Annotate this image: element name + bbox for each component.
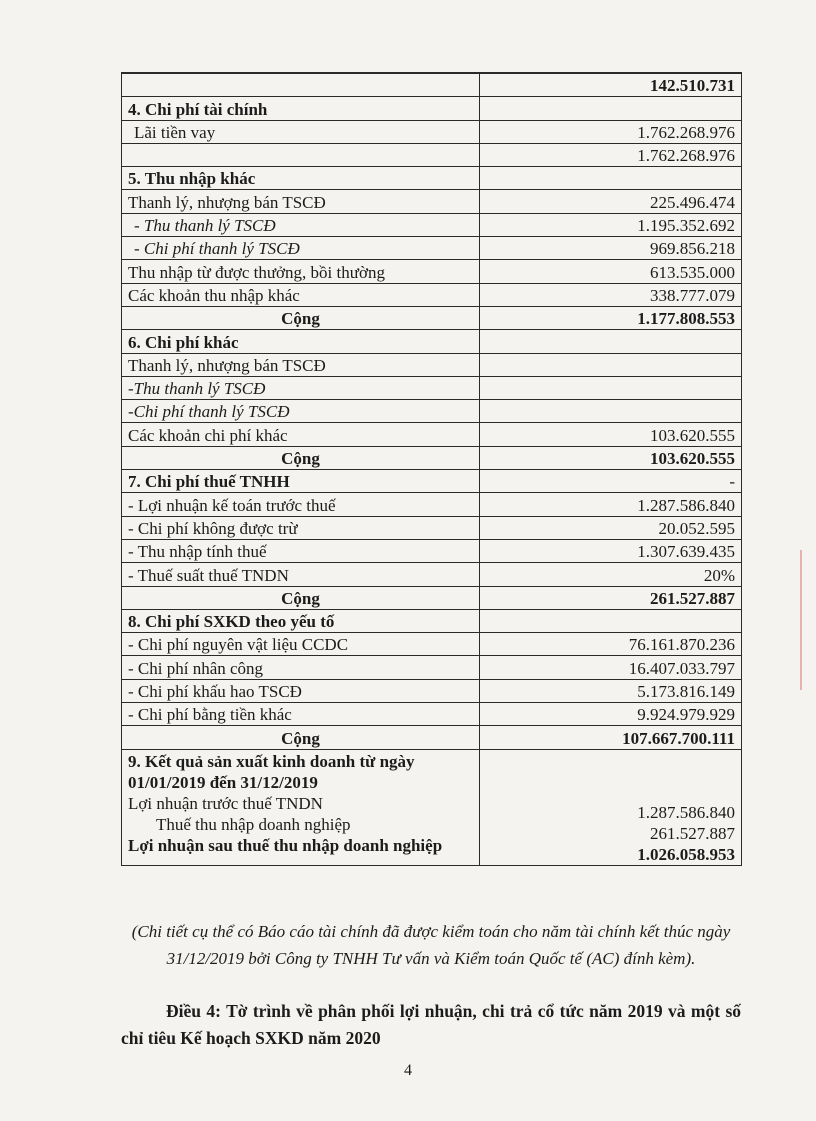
row-value: 16.407.033.797: [480, 656, 742, 679]
table-row: [122, 167, 742, 190]
row-value: 225.496.474: [480, 190, 742, 213]
table-row: [122, 726, 742, 749]
table-row: [122, 539, 742, 562]
table-row: [122, 213, 742, 236]
row-value: 142.510.731: [480, 73, 742, 97]
row-value: 969.856.218: [480, 237, 742, 260]
section9-body: [122, 749, 742, 865]
table-row: [122, 120, 742, 143]
row-value: [480, 167, 742, 190]
row-label: - Chi phí nhân công: [122, 656, 480, 679]
row-value: 1.762.268.976: [480, 120, 742, 143]
audit-note: (Chi tiết cụ thể có Báo cáo tài chính đã được kiểm toán cho năm tài chính kết thúc ngày 31/12/2019 bởi Công ty TNHH Tư vấn và Kiểm toán Quốc tế (AC) đính kèm).: [131, 922, 731, 968]
row-value: 107.667.700.111: [480, 726, 742, 749]
table-row: [122, 586, 742, 609]
row-label: 7. Chi phí thuế TNHH: [122, 470, 480, 493]
row-value: -: [480, 470, 742, 493]
financial-table: [121, 72, 742, 866]
row-label: Các khoản thu nhập khác: [122, 283, 480, 306]
row-value: 261.527.887: [480, 586, 742, 609]
section9-label-cell: [122, 749, 480, 865]
table-row: [122, 237, 742, 260]
red-stamp-edge: [800, 550, 816, 690]
row-value: 103.620.555: [480, 446, 742, 469]
row-value: 76.161.870.236: [480, 633, 742, 656]
table-row: [122, 306, 742, 329]
table-row: [122, 516, 742, 539]
profit-after-tax-value: 1.026.058.953: [637, 844, 735, 864]
table-row: [122, 633, 742, 656]
table-row: [122, 376, 742, 399]
table-row: [122, 656, 742, 679]
table-row: [122, 353, 742, 376]
cit-label: Thuế thu nhập doanh nghiệp: [156, 814, 351, 834]
row-label: - Chi phí thanh lý TSCĐ: [122, 237, 480, 260]
row-value: 9.924.979.929: [480, 703, 742, 726]
row-label: Thanh lý, nhượng bán TSCĐ: [122, 190, 480, 213]
table-row: [122, 703, 742, 726]
row-value: 1.195.352.692: [480, 213, 742, 236]
row-value: [480, 353, 742, 376]
row-label: -Thu thanh lý TSCĐ: [122, 376, 480, 399]
table-row: [122, 446, 742, 469]
row-label: Cộng: [122, 306, 480, 329]
row-value: 20.052.595: [480, 516, 742, 539]
row-label: Cộng: [122, 586, 480, 609]
financial-table-body: [122, 73, 742, 749]
profit-after-tax-label: Lợi nhuận sau thuế thu nhập doanh nghiệp: [128, 835, 443, 855]
table-row: [122, 609, 742, 632]
row-label: [122, 73, 480, 97]
row-value: [480, 400, 742, 423]
table-row: [122, 493, 742, 516]
row-value: 613.535.000: [480, 260, 742, 283]
row-value: 338.777.079: [480, 283, 742, 306]
row-label: - Chi phí bằng tiền khác: [122, 703, 480, 726]
row-label: - Thuế suất thuế TNDN: [122, 563, 480, 586]
table-row: [122, 143, 742, 166]
row-value: 20%: [480, 563, 742, 586]
row-value: 1.287.586.840: [480, 493, 742, 516]
row-label: - Chi phí nguyên vật liệu CCDC: [122, 633, 480, 656]
row-label: 4. Chi phí tài chính: [122, 97, 480, 120]
row-label: Thanh lý, nhượng bán TSCĐ: [122, 353, 480, 376]
row-value: [480, 330, 742, 353]
row-value: 1.177.808.553: [480, 306, 742, 329]
row-value: [480, 97, 742, 120]
row-label: Các khoản chi phí khác: [122, 423, 480, 446]
profit-before-tax-value: 1.287.586.840: [637, 802, 735, 822]
row-label: 5. Thu nhập khác: [122, 167, 480, 190]
row-label: Lãi tiền vay: [122, 120, 480, 143]
row-label: - Chi phí không được trừ: [122, 516, 480, 539]
row-label: - Lợi nhuận kế toán trước thuế: [122, 493, 480, 516]
row-label: Cộng: [122, 446, 480, 469]
table-row: [122, 423, 742, 446]
table-row: [122, 260, 742, 283]
table-row: [122, 400, 742, 423]
row-label: - Chi phí khấu hao TSCĐ: [122, 679, 480, 702]
table-row: [122, 470, 742, 493]
row-label: 8. Chi phí SXKD theo yếu tố: [122, 609, 480, 632]
table-row: [122, 283, 742, 306]
table-row: [122, 97, 742, 120]
row-label: Thu nhập từ được thưởng, bồi thường: [122, 260, 480, 283]
row-value: [480, 609, 742, 632]
section9-value-cell: [480, 749, 742, 865]
row-label: Cộng: [122, 726, 480, 749]
table-row: [122, 190, 742, 213]
article-heading: Điều 4: Tờ trình về phân phối lợi nhuận, chi trả cổ tức năm 2019 và một số chỉ tiêu Kế hoạch SXKD năm 2020: [121, 1001, 741, 1048]
row-label: 6. Chi phí khác: [122, 330, 480, 353]
row-label: - Thu nhập tính thuế: [122, 539, 480, 562]
row-label: - Thu thanh lý TSCĐ: [122, 213, 480, 236]
row-value: 103.620.555: [480, 423, 742, 446]
row-value: [480, 376, 742, 399]
profit-before-tax-label: Lợi nhuận trước thuế TNDN: [128, 793, 323, 813]
row-value: 1.762.268.976: [480, 143, 742, 166]
row-value: 5.173.816.149: [480, 679, 742, 702]
page-number: 4: [404, 1062, 412, 1079]
table-row: [122, 679, 742, 702]
section9-title: 9. Kết quả sản xuất kinh doanh từ ngày 01/01/2019 đến 31/12/2019: [128, 751, 415, 792]
section9-row: [122, 749, 742, 865]
table-row: [122, 563, 742, 586]
row-label: -Chi phí thanh lý TSCĐ: [122, 400, 480, 423]
row-value: 1.307.639.435: [480, 539, 742, 562]
row-label: [122, 143, 480, 166]
table-row: [122, 73, 742, 97]
table-row: [122, 330, 742, 353]
cit-value: 261.527.887: [650, 823, 735, 843]
